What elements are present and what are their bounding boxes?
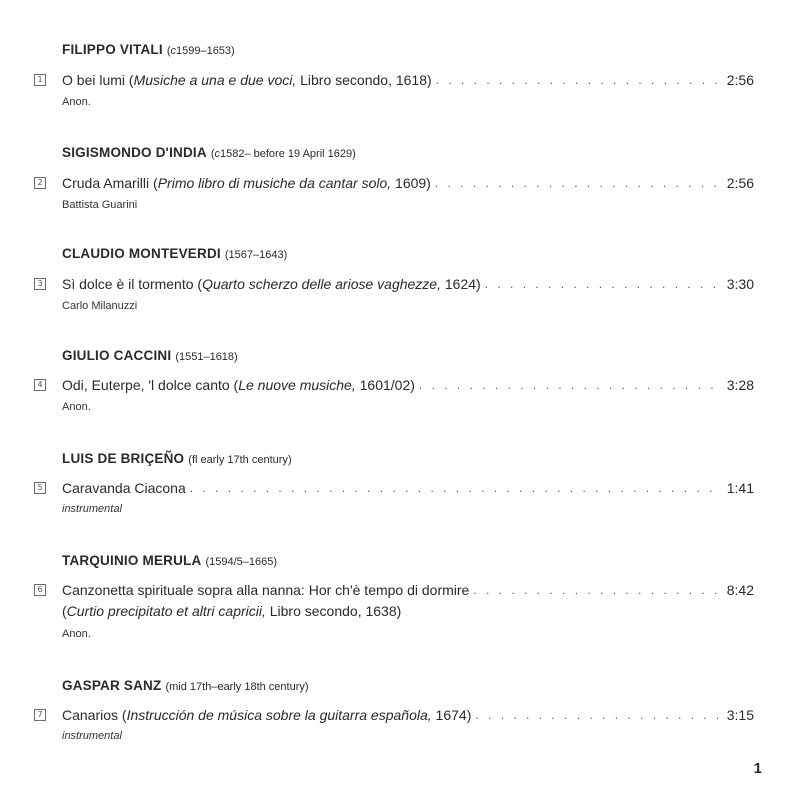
track-number: 4 — [34, 379, 46, 391]
track-credit: instrumental — [62, 503, 122, 515]
track-number: 2 — [34, 177, 46, 189]
composer-dates: (1594/5–1665) — [205, 556, 278, 568]
track-row — [34, 70, 754, 90]
track-row — [34, 478, 754, 498]
track-credit: Anon. — [62, 628, 91, 640]
track-row — [34, 375, 754, 395]
composer-name: LUIS DE BRIÇEÑO — [62, 451, 185, 466]
track-row — [34, 705, 754, 725]
track-number: 1 — [34, 74, 46, 86]
dot-leader — [475, 708, 718, 722]
track-credit: Anon. — [62, 96, 91, 108]
track-title: Canarios (Instrucción de música sobre la guitarra española, 1674) — [62, 707, 472, 723]
composer-dates: (c1599–1653) — [166, 45, 235, 57]
track-duration: 2:56 — [726, 72, 754, 88]
track-credit: Battista Guarini — [62, 199, 138, 211]
dot-leader — [473, 583, 718, 597]
track-title: Caravanda Ciacona — [62, 480, 186, 496]
composer-name: CLAUDIO MONTEVERDI — [62, 246, 221, 261]
dot-leader — [435, 176, 718, 190]
track-number: 3 — [34, 278, 46, 290]
composer-heading — [62, 678, 762, 693]
composer-dates: (fl early 17th century) — [188, 454, 292, 466]
composer-dates: (1567–1643) — [224, 249, 288, 261]
track-duration: 3:15 — [726, 707, 754, 723]
composer-name: SIGISMONDO D'INDIA — [62, 145, 207, 160]
page-number: 1 — [753, 760, 762, 777]
track-title-continuation: (Curtio precipitato et altri capricii, Libro secondo, 1638) — [62, 603, 402, 619]
track-title: Canzonetta spirituale sopra alla nanna: Hor ch'è tempo di dormire — [62, 582, 470, 598]
track-number: 7 — [34, 709, 46, 721]
dot-leader — [485, 277, 718, 291]
track-duration: 3:28 — [726, 377, 754, 393]
track-credit: Anon. — [62, 401, 91, 413]
composer-dates: (mid 17th–early 18th century) — [165, 681, 309, 693]
composer-heading — [62, 348, 762, 363]
composer-heading — [62, 553, 762, 568]
composer-name: TARQUINIO MERULA — [62, 553, 202, 568]
track-title: Odi, Euterpe, 'l dolce canto (Le nuove musiche, 1601/02) — [62, 377, 415, 393]
composer-dates: (c1582– before 19 April 1629) — [210, 148, 356, 160]
composer-heading — [62, 246, 762, 261]
track-credit: instrumental — [62, 730, 122, 742]
track-number: 5 — [34, 482, 46, 494]
composer-dates: (1551–1618) — [175, 351, 238, 363]
track-row — [34, 173, 754, 193]
composer-heading — [62, 451, 762, 466]
composer-heading — [62, 145, 762, 160]
track-duration: 8:42 — [726, 582, 754, 598]
track-title: O bei lumi (Musiche a una e due voci, Libro secondo, 1618) — [62, 72, 432, 88]
dot-leader — [190, 481, 718, 495]
track-credit: Carlo Milanuzzi — [62, 300, 138, 312]
track-duration: 1:41 — [726, 480, 754, 496]
track-row — [34, 274, 754, 294]
track-duration: 3:30 — [726, 276, 754, 292]
track-number: 6 — [34, 584, 46, 596]
track-title: Sì dolce è il tormento (Quarto scherzo delle ariose vaghezze, 1624) — [62, 276, 481, 292]
track-duration: 2:56 — [726, 175, 754, 191]
dot-leader — [436, 73, 718, 87]
composer-name: GASPAR SANZ — [62, 678, 162, 693]
composer-heading — [62, 42, 762, 57]
track-row — [34, 580, 754, 600]
composer-name: GIULIO CACCINI — [62, 348, 172, 363]
dot-leader — [419, 378, 718, 392]
track-title: Cruda Amarilli (Primo libro di musiche da cantar solo, 1609) — [62, 175, 431, 191]
composer-name: FILIPPO VITALI — [62, 42, 163, 57]
